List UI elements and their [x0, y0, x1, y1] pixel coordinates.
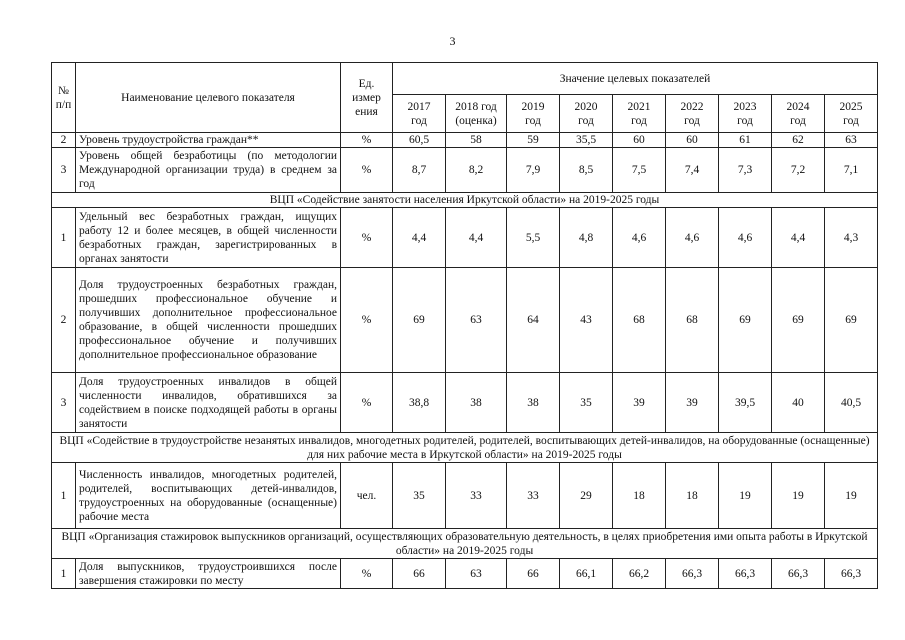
value-cell: 38,8 — [393, 373, 446, 433]
value-cell: 69 — [719, 268, 772, 373]
value-cell: 66,3 — [719, 559, 772, 589]
section-title: ВЦП «Содействие в трудоустройстве незанятых инвалидов, многодетных родителей, родителей, воспитывающих детей-инвалидов, на оборудованные (оснащенные) для них рабочие места в Иркутской области» на 2019-2025 годы — [52, 433, 878, 463]
header-year: 2020 год — [560, 95, 613, 133]
value-cell: 66,3 — [666, 559, 719, 589]
value-cell: 38 — [446, 373, 507, 433]
header-year: 2022 год — [666, 95, 719, 133]
value-cell: 8,5 — [560, 148, 613, 193]
header-year: 2021 год — [613, 95, 666, 133]
value-cell: 40,5 — [825, 373, 878, 433]
table-row — [52, 268, 878, 373]
value-cell: 64 — [507, 268, 560, 373]
value-cell: 7,3 — [719, 148, 772, 193]
indicator-name: Доля трудоустроенных инвалидов в общей численности инвалидов, обратившихся за содействием в поиске подходящей работы в органы занятости — [76, 373, 341, 433]
row-number: 3 — [52, 148, 76, 193]
value-cell: 35,5 — [560, 133, 613, 148]
value-cell: 4,6 — [666, 208, 719, 268]
table-body — [52, 63, 878, 589]
value-cell: 4,4 — [772, 208, 825, 268]
header-year: 2018 год (оценка) — [446, 95, 507, 133]
value-cell: 19 — [772, 463, 825, 529]
unit-cell: % — [341, 208, 393, 268]
value-cell: 8,7 — [393, 148, 446, 193]
value-cell: 4,3 — [825, 208, 878, 268]
value-cell: 69 — [772, 268, 825, 373]
value-cell: 66 — [393, 559, 446, 589]
indicator-name: Удельный вес безработных граждан, ищущих работу 12 и более месяцев, в общей численности безработных граждан, зарегистрированных в органах занятости — [76, 208, 341, 268]
value-cell: 35 — [560, 373, 613, 433]
unit-cell: чел. — [341, 463, 393, 529]
section-title: ВЦП «Организация стажировок выпускников организаций, осуществляющих образовательную деятельность, в целях приобретения ими опыта работы в Иркутской области» на 2019-2025 годы — [52, 529, 878, 559]
unit-cell: % — [341, 373, 393, 433]
value-cell: 69 — [393, 268, 446, 373]
value-cell: 4,8 — [560, 208, 613, 268]
value-cell: 5,5 — [507, 208, 560, 268]
value-cell: 7,4 — [666, 148, 719, 193]
value-cell: 7,2 — [772, 148, 825, 193]
value-cell: 40 — [772, 373, 825, 433]
target-indicators-table — [51, 62, 878, 589]
value-cell: 69 — [825, 268, 878, 373]
value-cell: 68 — [613, 268, 666, 373]
row-number: 1 — [52, 559, 76, 589]
header-unit: Ед. измер ения — [341, 63, 393, 133]
table-row — [52, 373, 878, 433]
table-row — [52, 463, 878, 529]
table-row — [52, 208, 878, 268]
value-cell: 60 — [666, 133, 719, 148]
value-cell: 19 — [719, 463, 772, 529]
value-cell: 4,4 — [446, 208, 507, 268]
value-cell: 4,4 — [393, 208, 446, 268]
table-row — [52, 559, 878, 589]
value-cell: 33 — [446, 463, 507, 529]
value-cell: 43 — [560, 268, 613, 373]
value-cell: 19 — [825, 463, 878, 529]
value-cell: 18 — [613, 463, 666, 529]
value-cell: 66,3 — [772, 559, 825, 589]
page-number: 3 — [449, 34, 456, 48]
table-row — [52, 133, 878, 148]
value-cell: 29 — [560, 463, 613, 529]
section-row — [52, 529, 878, 559]
unit-cell: % — [341, 148, 393, 193]
value-cell: 63 — [446, 559, 507, 589]
unit-cell: % — [341, 559, 393, 589]
value-cell: 4,6 — [613, 208, 666, 268]
row-number: 1 — [52, 208, 76, 268]
value-cell: 61 — [719, 133, 772, 148]
section-row — [52, 433, 878, 463]
header-year: 2025 год — [825, 95, 878, 133]
value-cell: 63 — [825, 133, 878, 148]
header-year: 2023 год — [719, 95, 772, 133]
value-cell: 58 — [446, 133, 507, 148]
value-cell: 66,1 — [560, 559, 613, 589]
value-cell: 39,5 — [719, 373, 772, 433]
indicator-name: Уровень трудоустройства граждан** — [76, 133, 341, 148]
header-year: 2019 год — [507, 95, 560, 133]
value-cell: 60,5 — [393, 133, 446, 148]
value-cell: 7,9 — [507, 148, 560, 193]
row-number: 2 — [52, 268, 76, 373]
value-cell: 8,2 — [446, 148, 507, 193]
value-cell: 18 — [666, 463, 719, 529]
row-number: 3 — [52, 373, 76, 433]
table-row — [52, 148, 878, 193]
value-cell: 60 — [613, 133, 666, 148]
indicator-name: Численность инвалидов, многодетных родителей, родителей, воспитывающих детей-инвалидов, трудоустроенных на оборудованные (оснащенные) рабочие места — [76, 463, 341, 529]
value-cell: 4,6 — [719, 208, 772, 268]
value-cell: 39 — [666, 373, 719, 433]
row-number: 2 — [52, 133, 76, 148]
row-number: 1 — [52, 463, 76, 529]
header-values-title: Значение целевых показателей — [393, 63, 878, 95]
value-cell: 33 — [507, 463, 560, 529]
value-cell: 66,2 — [613, 559, 666, 589]
value-cell: 62 — [772, 133, 825, 148]
indicator-name: Уровень общей безработицы (по методологии Международной организации труда) в среднем за год — [76, 148, 341, 193]
value-cell: 63 — [446, 268, 507, 373]
header-year: 2017 год — [393, 95, 446, 133]
header-num: № п/п — [52, 63, 76, 133]
value-cell: 35 — [393, 463, 446, 529]
value-cell: 38 — [507, 373, 560, 433]
unit-cell: % — [341, 268, 393, 373]
header-year: 2024 год — [772, 95, 825, 133]
value-cell: 68 — [666, 268, 719, 373]
value-cell: 39 — [613, 373, 666, 433]
value-cell: 7,5 — [613, 148, 666, 193]
indicator-name: Доля выпускников, трудоустроившихся после завершения стажировки по месту — [76, 559, 341, 589]
header-name: Наименование целевого показателя — [76, 63, 341, 133]
unit-cell: % — [341, 133, 393, 148]
value-cell: 7,1 — [825, 148, 878, 193]
section-row — [52, 193, 878, 208]
value-cell: 66,3 — [825, 559, 878, 589]
value-cell: 66 — [507, 559, 560, 589]
indicator-name: Доля трудоустроенных безработных граждан, прошедших профессиональное обучение и получивших дополнительное профессиональное образование, в общей численности прошедших профессиональное обучение и получивших дополнительное профессиональное образование — [76, 268, 341, 373]
value-cell: 59 — [507, 133, 560, 148]
section-title: ВЦП «Содействие занятости населения Иркутской области» на 2019-2025 годы — [52, 193, 878, 208]
